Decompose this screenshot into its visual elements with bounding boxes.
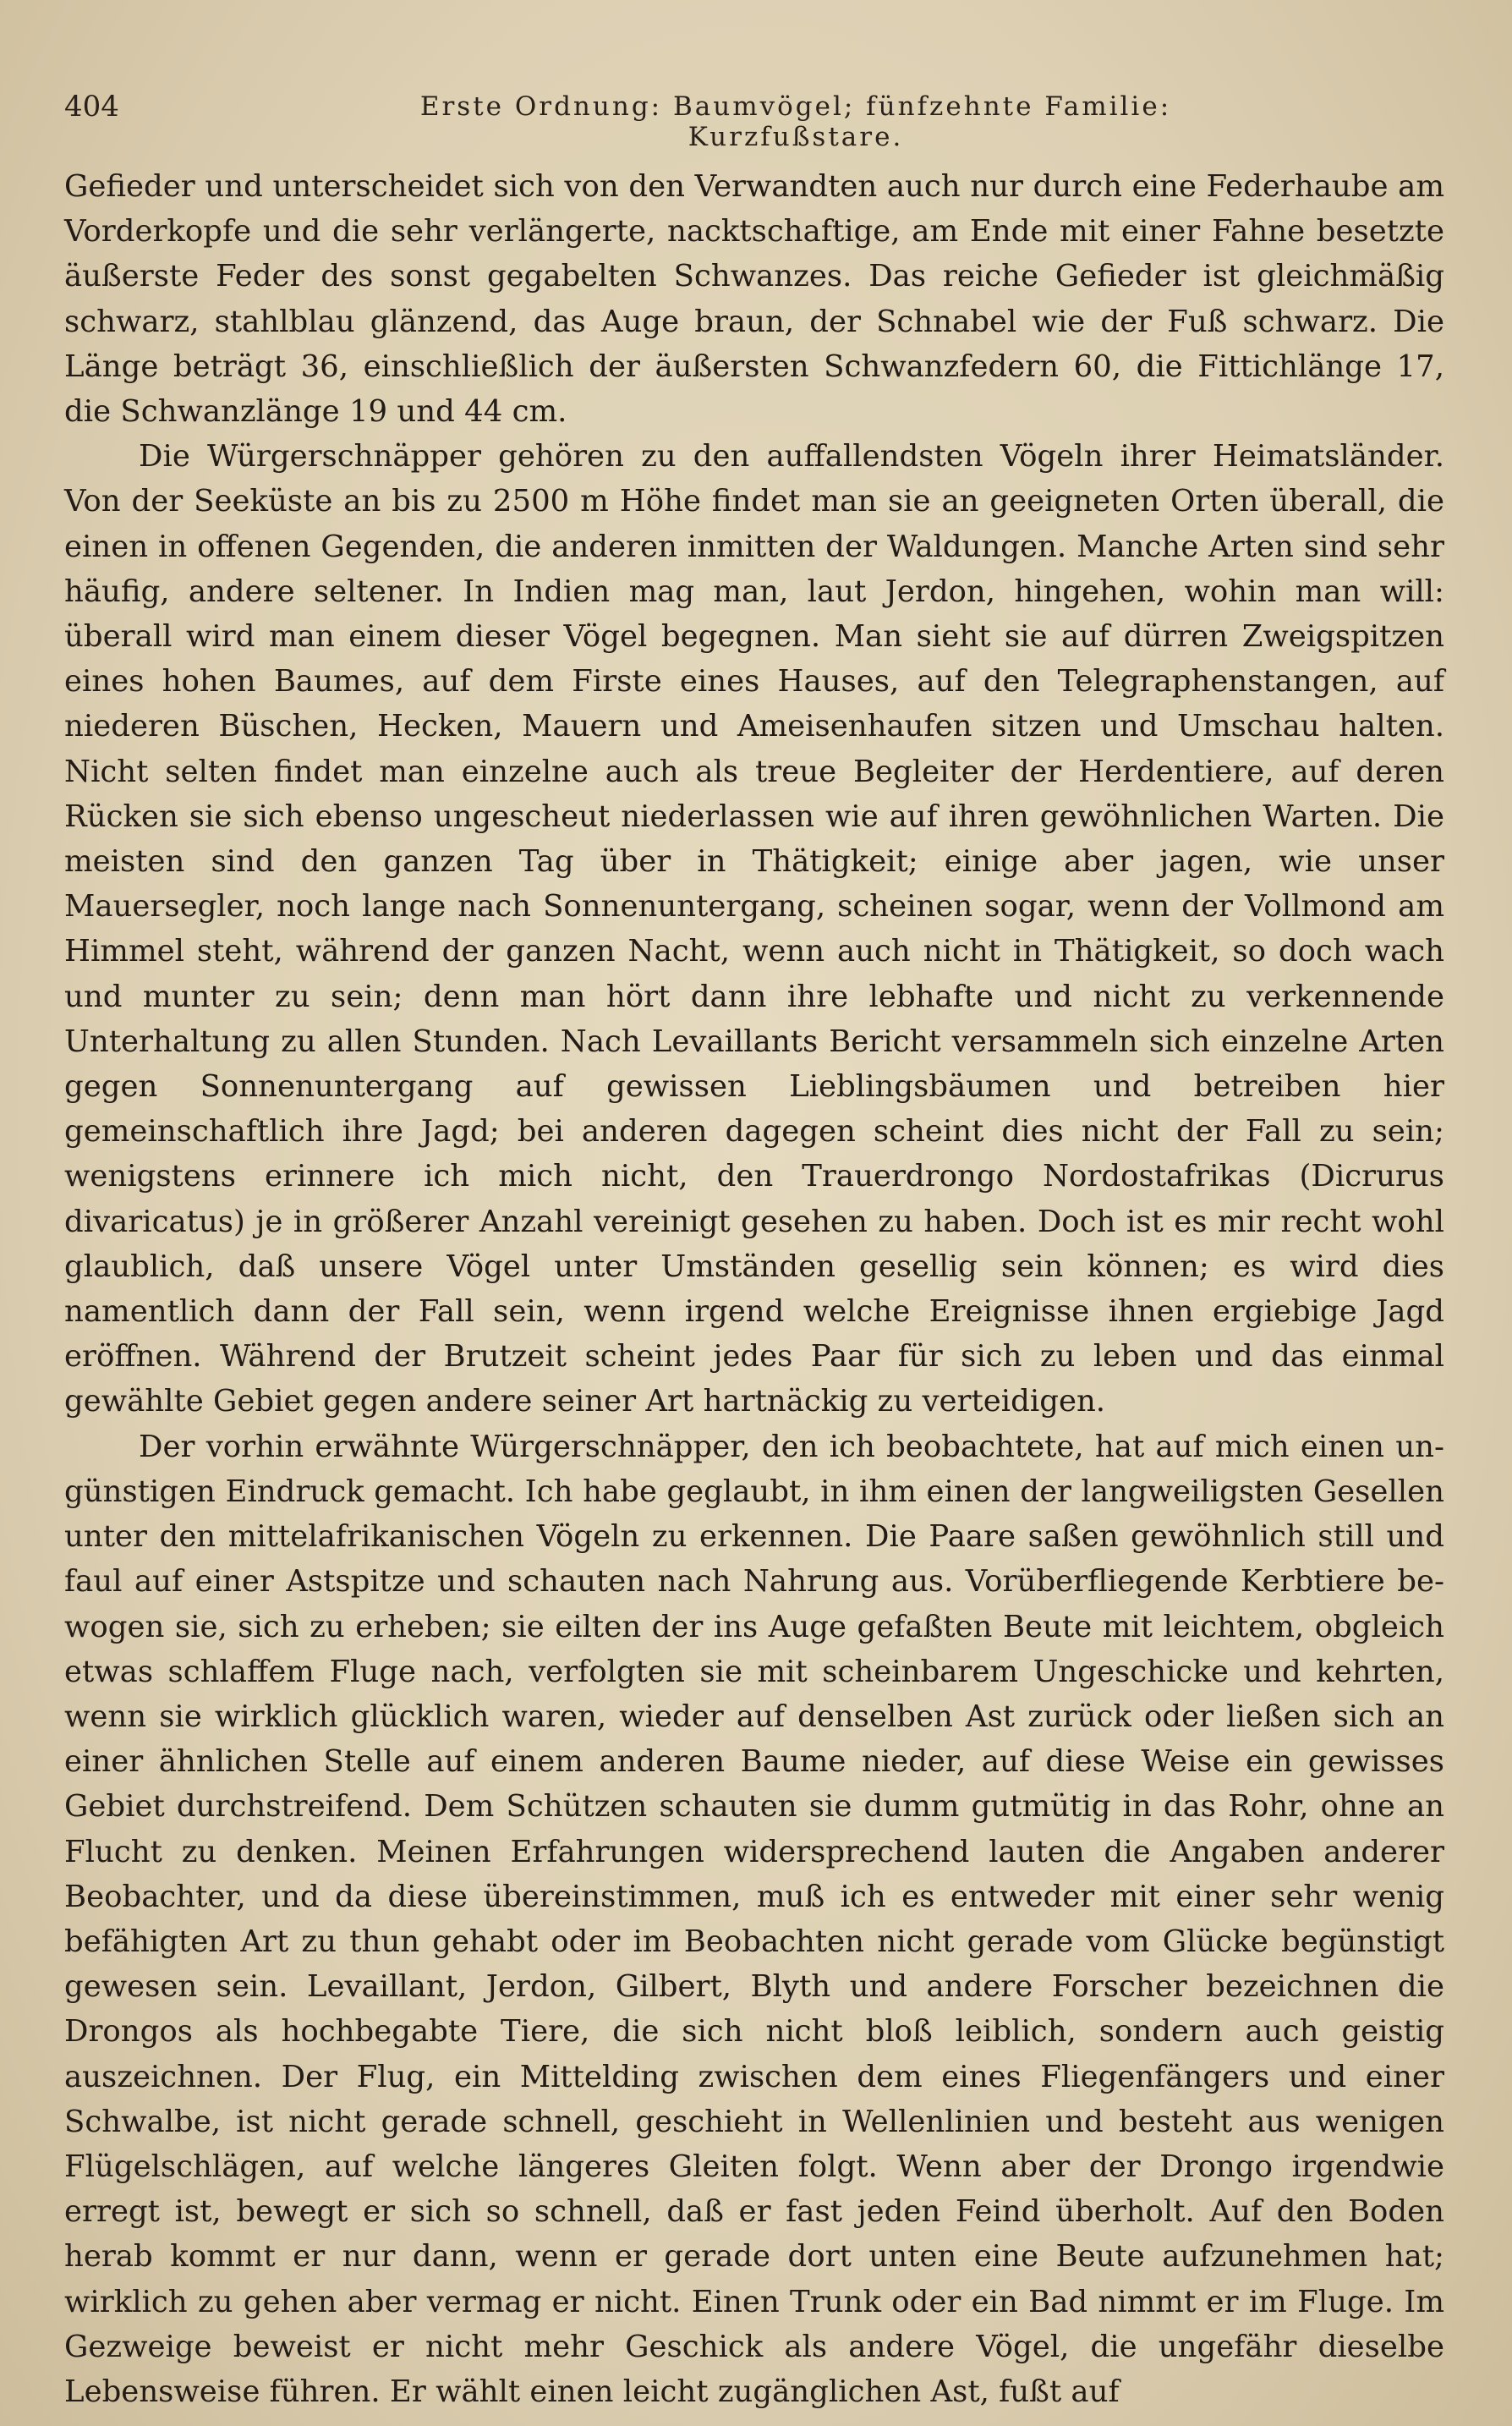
paragraph: Die Würgerschnäpper gehören zu den auffallendsten Vögeln ihrer Heimatsländer. Von der Seeküste an bis zu 2500 m Höhe findet man sie an geeigneten Orten überall, die einen in offenen Gegenden, die anderen inmitten der Waldungen. Manche Arten sind sehr häufig, andere seltener. In Indien mag man, laut Jerdon, hingehen, wohin man will: überall wird man einem dieser Vögel begegnen. Man sieht sie auf dürren Zweigspitzen eines hohen Baumes, auf dem Firste eines Hauses, auf den Telegraphenstangen, auf niederen Büschen, Hecken, Mauern und Ameisenhaufen sitzen und Umschau halten. Nicht selten findet man einzelne auch als treue Begleiter der Herdentiere, auf deren Rücken sie sich ebenso ungescheut niederlassen wie auf ihren gewöhnlichen Warten. Die meisten sind den ganzen Tag über in Thätigkeit; einige aber jagen, wie unser Mauersegler, noch lange nach Sonnenuntergang, scheinen sogar, wenn der Vollmond am Himmel steht, während der ganzen Nacht, wenn auch nicht in Thätigkeit, so doch wach und munter zu sein; denn man hört dann ihre lebhafte und nicht zu verkennende Unterhaltung zu allen Stunden. Nach Levaillants Bericht versammeln sich einzelne Arten gegen Sonnenuntergang auf gewissen Lieblingsbäumen und betreiben hier gemeinschaftlich ihre Jagd; bei anderen dagegen scheint dies nicht der Fall zu sein; wenigstens erinnere ich mich nicht, den Trauerdrongo Nordostafrikas (Dicrurus divaricatus) je in größerer Anzahl vereinigt gesehen zu haben. Doch ist es mir recht wohl glaublich, daß unsere Vögel unter Umständen gesellig sein können; es wird dies namentlich dann der Fall sein, wenn irgend welche Ereignisse ihnen ergiebige Jagd eröffnen. Während der Brutzeit scheint jedes Paar für sich zu leben und das einmal gewählte Gebiet gegen andere seiner Art hartnäckig zu verteidigen.: [64, 439, 1444, 1419]
body-text: [64, 164, 1444, 2409]
paragraph: Gefieder und unterscheidet sich von den Verwandten auch nur durch eine Federhaube am Vorderkopfe und die sehr verlängerte, nacktschaftige, am Ende mit einer Fahne besetzte äußerste Feder des sonst gegabelten Schwanzes. Das reiche Gefieder ist gleichmäßig schwarz, stahlblau glänzend, das Auge braun, der Schnabel wie der Fuß schwarz. Die Länge beträgt 36, einschließlich der äußersten Schwanzfedern 60, die Fittichlänge 17, die Schwanzlänge 19 und 44 cm.: [64, 169, 1444, 430]
running-head: Erste Ordnung: Baumvögel; fünfzehnte Familie: Kurzfußstare.: [419, 91, 1172, 152]
page-header: [64, 90, 1451, 152]
paragraph: Der vorhin erwähnte Würgerschnäpper, den ich beobachtete, hat auf mich einen ungünstigen Eindruck gemacht. Ich habe geglaubt, in ihm einen der langweiligsten Gesellen unter den mittelafrikanischen Vögeln zu erkennen. Die Paare saßen gewöhnlich still und faul auf einer Astspitze und schauten nach Nahrung aus. Vorüberfliegende Kerbtiere bewogen sie, sich zu erheben; sie eilten der ins Auge gefaßten Beute mit leichtem, obgleich etwas schlaffem Fluge nach, verfolgten sie mit scheinbarem Ungeschicke und kehrten, wenn sie wirklich glücklich waren, wieder auf denselben Ast zurück oder ließen sich an einer ähnlichen Stelle auf einem anderen Baume nieder, auf diese Weise ein gewisses Gebiet durchstreifend. Dem Schützen schauten sie dumm gutmütig in das Rohr, ohne an Flucht zu denken. Meinen Erfahrungen widersprechend lauten die Angaben anderer Beobachter, und da diese übereinstimmen, muß ich es entweder mit einer sehr wenig befähigten Art zu thun gehabt oder im Beobachten nicht gerade vom Glücke begünstigt gewesen sein. Levaillant, Jerdon, Gilbert, Blyth und andere Forscher bezeichnen die Drongos als hochbegabte Tiere, die sich nicht bloß leiblich, sondern auch geistig auszeichnen. Der Flug, ein Mittelding zwischen dem eines Fliegenfängers und einer Schwalbe, ist nicht gerade schnell, geschieht in Wellenlinien und besteht aus wenigen Flügelschlägen, auf welche längeres Gleiten folgt. Wenn aber der Drongo irgendwie erregt ist, bewegt er sich so schnell, daß er fast jeden Feind überholt. Auf den Boden herab kommt er nur dann, wenn er gerade dort unten eine Beute aufzunehmen hat; wirklich zu gehen aber vermag er nicht. Einen Trunk oder ein Bad nimmt er im Fluge. Im Gezweige beweist er nicht mehr Geschick als andere Vögel, die ungefähr dieselbe Lebensweise führen. Er wählt einen leicht zugänglichen Ast, fußt auf: [64, 1429, 1444, 2409]
page-number: 404: [64, 90, 119, 123]
